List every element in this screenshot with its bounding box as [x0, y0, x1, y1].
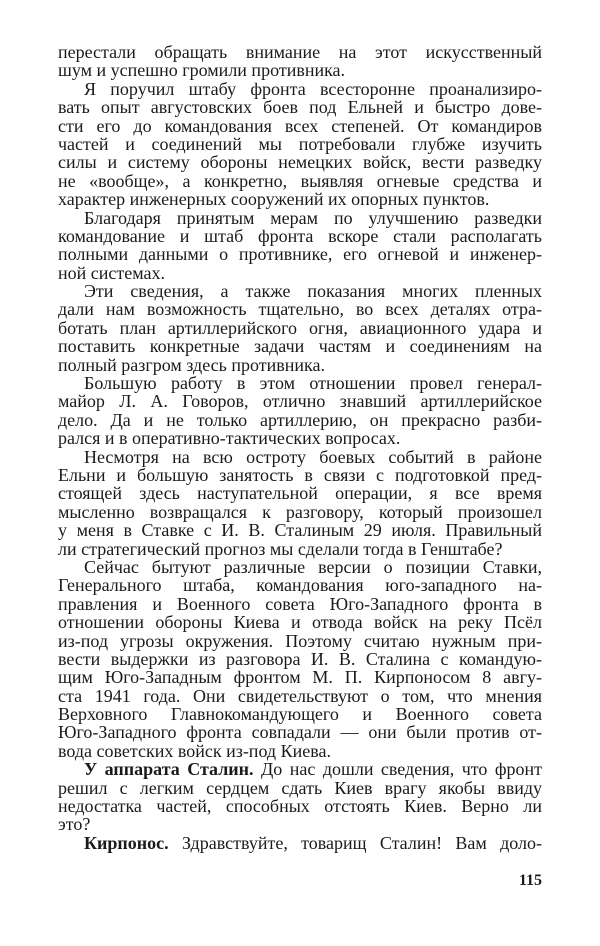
line-text: Здравствуйте, товарищ Сталин! Вам доло-	[168, 832, 542, 853]
text-line: решил с легким сердцем сдать Киев врагу якобы ввиду	[58, 777, 542, 798]
text-line: вода советских войск из-под Киева.	[58, 740, 331, 761]
text-line: вать опыт августовских боев под Ельней и быстро дове-	[58, 97, 542, 118]
paragraph	[58, 43, 542, 80]
text-line: частей и соединений мы потребовали глубже изучить	[58, 133, 542, 154]
text-line: характер инженерных сооружений их опорных пунктов.	[58, 189, 490, 210]
paragraph	[58, 558, 542, 760]
text-line: дали нам возможность тщательно, во всех деталях отра-	[58, 299, 542, 320]
text-line: ной системах.	[58, 262, 165, 283]
text-line: Верховного Главнокомандующего и Военного совета	[58, 704, 542, 725]
paragraph	[58, 282, 542, 374]
paragraph	[58, 209, 542, 283]
paragraph	[58, 448, 542, 558]
text-line: это?	[58, 814, 91, 835]
text-line: рался и в оперативно-тактических вопросах.	[58, 428, 401, 449]
page-number: 115	[518, 872, 542, 889]
text-line: мысленно возвращался к разговору, который произошел	[58, 501, 542, 522]
speaker-label: Кирпонос.	[84, 832, 169, 853]
text-line: Несмотря на всю остроту боевых событий в районе	[84, 446, 542, 467]
speaker-label: У аппарата Сталин.	[84, 759, 254, 780]
text-line: силы и систему обороны немецких войск, вести разведку	[58, 152, 542, 173]
text-line: Я поручил штабу фронта всесторонне проанализиро-	[84, 78, 542, 99]
text-line	[58, 834, 542, 852]
text-line	[58, 760, 542, 778]
text-line: Генерального штаба, командования юго-западного на-	[58, 575, 542, 596]
book-page-text	[58, 43, 542, 852]
text-line: у меня в Ставке с И. В. Сталиным 29 июля. Правильный	[58, 520, 542, 541]
paragraph	[58, 80, 542, 209]
text-line: Сейчас бытуют различные версии о позиции Ставки,	[84, 556, 542, 577]
text-line: полный разгром здесь противника.	[58, 354, 325, 375]
text-line: щим Юго-Западным фронтом М. П. Кирпоносом 8 авгу-	[58, 667, 542, 688]
text-line: из-под угрозы окружения. Поэтому считаю нужным при-	[58, 630, 542, 651]
text-line: не «вообще», а конкретно, выявляя огневые средства и	[58, 170, 542, 191]
text-line: отношении обороны Киева и отвода войск на реку Псёл	[58, 612, 542, 633]
text-line: дело. Да и не только артиллерию, он прекрасно разби-	[58, 409, 542, 430]
line-text: До нас дошли сведения, что фронт	[253, 759, 542, 780]
text-line: вести выдержки из разговора И. В. Сталина с командую-	[58, 648, 542, 669]
text-line: Благодаря принятым мерам по улучшению разведки	[84, 207, 542, 228]
text-line: майор Л. А. Говоров, отлично знавший артиллерийское	[58, 391, 542, 412]
text-line: Эти сведения, а также показания многих пленных	[84, 281, 542, 302]
paragraph	[58, 374, 542, 448]
text-line: Ельни и большую занятость в связи с подготовкой пред-	[58, 464, 542, 485]
text-line: ста 1941 года. Они свидетельствуют о том, что мнения	[58, 685, 542, 706]
text-line: командование и штаб фронта вскоре стали располагать	[58, 225, 542, 246]
paragraph	[58, 760, 542, 834]
text-line: Юго-Западного фронта совпадали — они были против от-	[58, 722, 542, 743]
text-line: шум и успешно громили противника.	[58, 60, 346, 81]
text-line: перестали обращать внимание на этот искусственный	[58, 42, 542, 62]
text-line: сти его до командования всех степеней. От командиров	[58, 115, 542, 136]
text-line: полными данными о противнике, его огневой и инженер-	[58, 244, 542, 265]
paragraph	[58, 834, 542, 852]
text-line: ботать план артиллерийского огня, авиационного удара и	[58, 317, 542, 338]
text-line: поставить конкретные задачи частям и соединениям на	[58, 336, 542, 357]
text-line: стоящей здесь наступательной операции, я все время	[58, 483, 542, 504]
text-line: Большую работу в этом отношении провел генерал-	[84, 373, 542, 394]
text-line: ли стратегический прогноз мы сделали тогда в Генштабе?	[58, 538, 503, 559]
text-line: правления и Военного совета Юго-Западного фронта в	[58, 593, 542, 614]
text-line: недостатка частей, способных отстоять Киев. Верно ли	[58, 796, 542, 817]
